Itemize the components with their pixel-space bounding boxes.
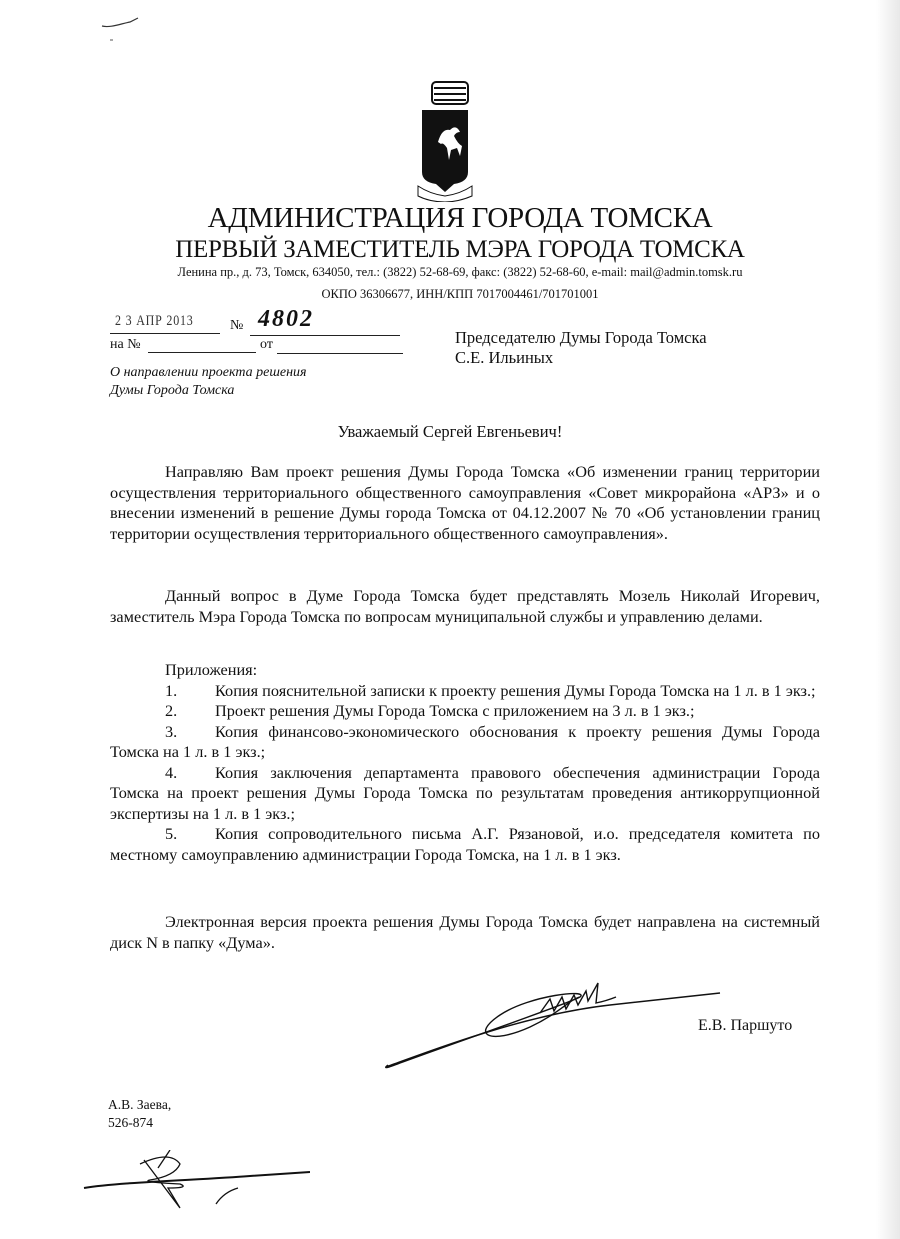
position-title: ПЕРВЫЙ ЗАМЕСТИТЕЛЬ МЭРА ГОРОДА ТОМСКА xyxy=(175,236,745,263)
attachment-item xyxy=(110,824,820,865)
attachment-num: 2. xyxy=(165,701,178,720)
subject-line: Думы Города Томска xyxy=(110,383,235,398)
date-stamp: 2 3 АПР 2013 xyxy=(115,313,194,329)
initials-signature xyxy=(80,1150,310,1210)
executor-phone: 526-874 xyxy=(108,1115,153,1130)
from-label: от xyxy=(260,337,273,352)
subject-line: О направлении проекта решения xyxy=(110,365,307,380)
paragraph-1: Направляю Вам проект решения Думы Города Томска «Об изменении границ территории осуществления территориального общественного самоуправления «Совет микрорайона «АРЗ» и о внесении изменений в решение Думы города Томска от 04.12.2007 № 70 «Об установлении границ территории осуществления территориального общественного самоуправления». xyxy=(110,462,820,543)
reply-number-label: на № xyxy=(110,337,141,352)
attachment-num: 5. xyxy=(165,824,178,843)
salutation: Уважаемый Сергей Евгеньевич! xyxy=(337,422,563,441)
attachment-text: Копия заключения департамента правового обеспечения администрации Города Томска на проект решения Думы Города Томска по результатам проведения антикоррупционной экспертизы на 1 л. в 1 экз.; xyxy=(110,762,820,823)
attachment-text: Копия сопроводительного письма А.Г. Рязановой, и.о. председателя комитета по местному самоуправлению администрации Города Томска, на 1 л. в 1 экз. xyxy=(110,824,820,864)
corner-mark xyxy=(100,12,145,47)
subject xyxy=(110,364,307,400)
number-value: 4802 xyxy=(258,306,314,332)
attachment-item xyxy=(110,681,820,702)
executor xyxy=(108,1096,171,1132)
attachment-text: Копия пояснительной записки к проекту решения Думы Города Томска на 1 л. в 1 экз.; xyxy=(215,680,816,700)
tomsk-coat-of-arms-icon xyxy=(410,80,490,202)
recipient-name: С.Е. Ильиных xyxy=(455,348,554,367)
attachment-item xyxy=(110,763,820,825)
attachment-text: Копия финансово-экономического обоснования к проекту решения Думы Города Томска на 1 л. в 1 экз.; xyxy=(110,721,820,761)
attachment-item xyxy=(110,722,820,763)
paragraph-2: Данный вопрос в Думе Города Томска будет представлять Мозель Николай Игоревич, заместитель Мэра Города Томска по вопросам муниципальной службы и управлению делами. xyxy=(110,586,820,626)
signature xyxy=(380,975,730,1075)
signatory-name: Е.В. Паршуто xyxy=(698,1017,793,1034)
attachments-title: Приложения: xyxy=(165,660,258,679)
attachments-list xyxy=(110,660,820,865)
org-name: АДМИНИСТРАЦИЯ ГОРОДА ТОМСКА xyxy=(207,202,713,234)
page-edge xyxy=(876,0,900,1239)
attachment-num: 4. xyxy=(165,762,178,782)
attachment-text: Проект решения Думы Города Томска с приложением на 3 л. в 1 экз.; xyxy=(215,701,695,720)
number-label: № xyxy=(230,318,244,333)
codes-line: ОКПО 36306677, ИНН/КПП 7017004461/701701001 xyxy=(321,287,599,301)
recipient-title: Председателю Думы Города Томска xyxy=(455,328,707,347)
attachment-num: 3. xyxy=(165,721,178,741)
executor-name: А.В. Заева, xyxy=(108,1097,172,1112)
closing-paragraph: Электронная версия проекта решения Думы Города Томска будет направлена на системный диск N в папку «Дума». xyxy=(110,912,820,952)
address-line: Ленина пр., д. 73, Томск, 634050, тел.: (3822) 52-68-69, факс: (3822) 52-68-60, e-mail: mail@admin.tomsk.ru xyxy=(177,265,743,279)
recipient xyxy=(455,328,707,368)
attachment-item xyxy=(110,701,820,722)
attachment-num: 1. xyxy=(165,680,178,700)
